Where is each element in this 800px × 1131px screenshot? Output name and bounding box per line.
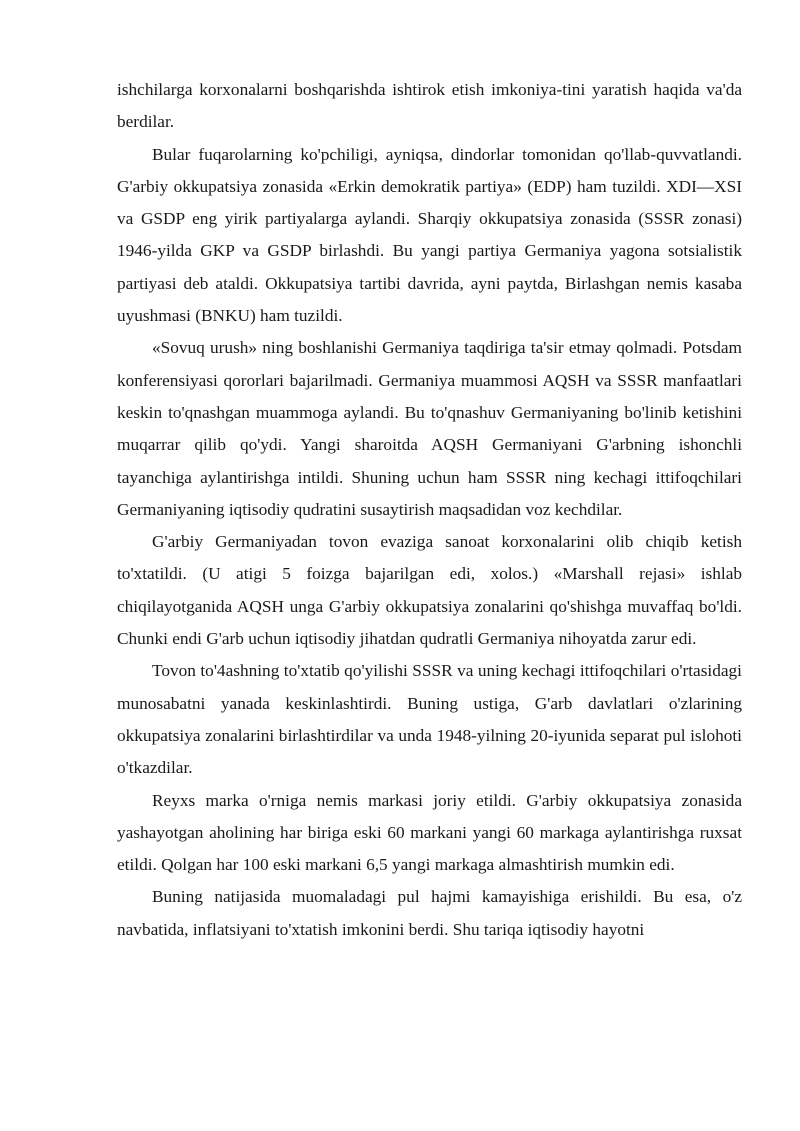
paragraph-currency-reform: Tovon to'4ashning to'xtatib qo'yilishi SSSR va uning kechagi ittifoqchilari o'rtasidagi munosabatni yanada keskinlashtirdi. Buning ustiga, G'arb davlatlari o'zlarining okkupatsiya zonalarini birlashtirdilar va unda 1948-yilning 20-iyunida separat pul islohoti o'tkazdilar.: [117, 661, 742, 778]
paragraph-continuation: ishchilarga korxonalarni boshqarishda ishtirok etish imkoniya-tini yaratish haqida va'da berdilar.: [117, 80, 742, 132]
document-page: [117, 74, 742, 946]
paragraph-reparations: G'arbiy Germaniyadan tovon evaziga sanoat korxonalarini olib chiqib ketish to'xtatildi. (U atigi 5 foizga bajarilgan edi, xolos.) «Marshall rejasi» ishlab chiqilayotganida AQSH unga G'arbiy okkupatsiya zonalarini qo'shishga muvaffaq bo'ldi. Chunki endi G'arb uchun iqtisodiy jihatdan qudratli Germaniya nihoyatda zarur edi.: [117, 532, 742, 649]
paragraph-inflation: Buning natijasida muomaladagi pul hajmi kamayishiga erishildi. Bu esa, o'z navbatida, inflatsiyani to'xtatish imkonini berdi. Shu tariqa iqtisodiy hayotni: [117, 887, 742, 939]
paragraph-parties: Bular fuqarolarning ko'pchiligi, ayniqsa, dindorlar tomonidan qo'llab-quvvatlandi. G'arbiy okkupatsiya zonasida «Erkin demokratik partiya» (EDP) ham tuzildi. XDI—XSI va GSDP eng yirik partiyalarga aylandi. Sharqiy okkupatsiya zonasida (SSSR zonasi) 1946-yilda GKP va GSDP birlashdi. Bu yangi partiya Germaniya yagona sotsialistik partiyasi deb ataldi. Okkupatsiya tartibi davrida, ayni paytda, Birlashgan nemis kasaba uyushmasi (BNKU) ham tuzildi.: [117, 144, 742, 326]
paragraph-cold-war: «Sovuq urush» ning boshlanishi Germaniya taqdiriga ta'sir etmay qolmadi. Potsdam konferensiyasi qororlari bajarilmadi. Germaniya muammosi AQSH va SSSR manfaatlari keskin to'qnashgan muammoga aylandi. Bu to'qnashuv Germaniyaning bo'linib ketishini muqarrar qilib qo'ydi. Yangi sharoitda AQSH Germaniyani G'arbning ishonchli tayanchiga aylantirishga intildi. Shuning uchun ham SSSR ning kechagi ittifoqchilari Germaniyaning iqtisodiy qudratini susaytirish maqsadidan voz kechdilar.: [117, 338, 742, 519]
paragraph-deutsche-mark: Reyxs marka o'rniga nemis markasi joriy etildi. G'arbiy okkupatsiya zonasida yashayotgan aholining har biriga eski 60 markani yangi 60 markaga aylantirishga ruxsat etildi. Qolgan har 100 eski markani 6,5 yangi markaga almashtirish mumkin edi.: [117, 790, 742, 875]
